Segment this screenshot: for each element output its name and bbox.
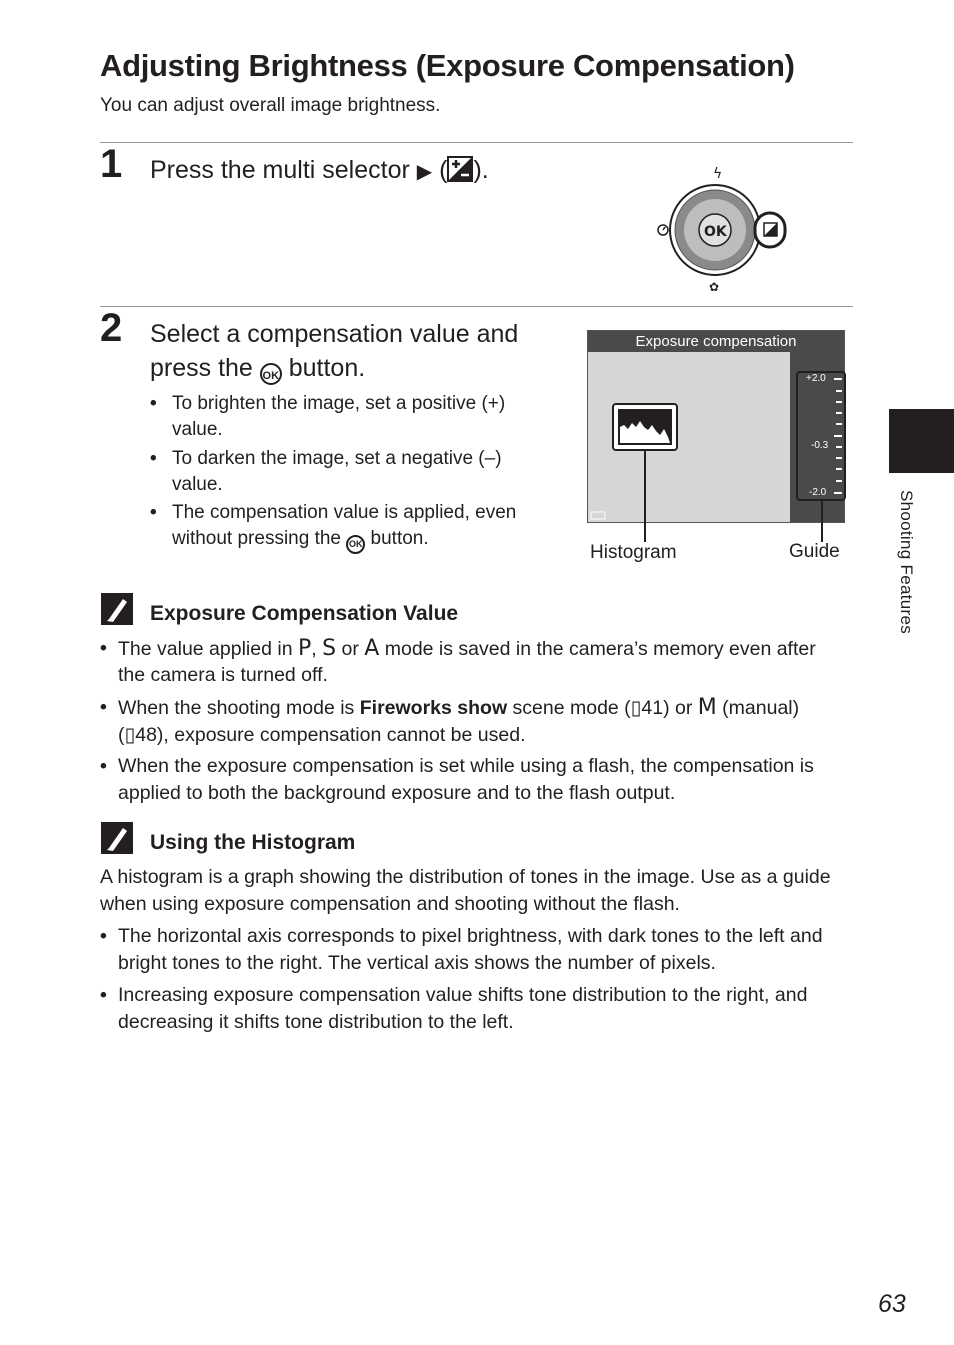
note-pencil-icon — [101, 593, 133, 625]
step-1-text-before: Press the multi selector — [150, 156, 417, 184]
step-1-text: Press the multi selector ▶ ( ). — [150, 156, 489, 184]
scale-mid-label: -0.3 — [811, 440, 829, 451]
camera-screen — [587, 330, 845, 523]
step-1-number: 1 — [100, 142, 123, 186]
step-2-line2 — [150, 351, 365, 385]
mode-p-icon: P — [297, 636, 312, 661]
divider-top — [100, 142, 853, 143]
note-pencil-icon — [101, 822, 133, 854]
guide-highlight — [796, 371, 846, 501]
ok-button-icon: OK — [260, 363, 282, 385]
screen-header: Exposure compensation — [588, 331, 844, 352]
section-label: Shooting Features — [897, 490, 916, 635]
note-1-title: Exposure Compensation Value — [150, 602, 459, 625]
step-2-line2-before: press the — [150, 354, 260, 382]
page-number: 63 — [878, 1290, 906, 1318]
histogram-label: Histogram — [590, 542, 677, 563]
mode-s-icon: S — [322, 636, 337, 661]
step-2-line1: Select a compensation value and — [150, 320, 519, 348]
scale-top-label: +2.0 — [806, 373, 826, 384]
histogram-graphic — [614, 405, 676, 449]
right-arrow-icon: ▶ — [416, 161, 433, 183]
page-title: Adjusting Brightness (Exposure Compensation) — [100, 48, 795, 83]
page-subtitle: You can adjust overall image brightness. — [100, 95, 441, 116]
step-1-text-after: ). — [473, 156, 489, 184]
section-tab-marker — [889, 409, 954, 473]
guide-label: Guide — [789, 541, 840, 562]
histogram-callout-line — [644, 450, 646, 542]
ok-button-icon: OK — [704, 224, 727, 240]
histogram-highlight — [612, 403, 678, 451]
step-2-line2-after: button. — [281, 354, 366, 382]
ok-button-icon: OK — [346, 535, 365, 554]
exposure-compensation-icon — [447, 156, 473, 182]
guide-callout-line — [821, 500, 823, 542]
note-2-paragraph-line2: when using exposure compensation and shooting without the flash. — [100, 893, 680, 915]
note-2-paragraph-line1: A histogram is a graph showing the distribution of tones in the image. Use as a guide — [100, 866, 831, 888]
step-2-number: 2 — [100, 306, 123, 350]
mode-m-icon: M — [697, 695, 717, 720]
mode-a-icon: A — [364, 636, 380, 661]
scale-bottom-label: -2.0 — [809, 487, 827, 498]
multi-selector-illustration — [645, 160, 795, 300]
book-reference-icon: ▯ — [124, 723, 136, 746]
macro-icon: ✿ — [709, 280, 720, 294]
book-reference-icon: ▯ — [630, 696, 642, 719]
flash-icon: ϟ — [713, 166, 723, 182]
note-2-title: Using the Histogram — [150, 831, 356, 854]
divider-middle — [100, 306, 853, 307]
